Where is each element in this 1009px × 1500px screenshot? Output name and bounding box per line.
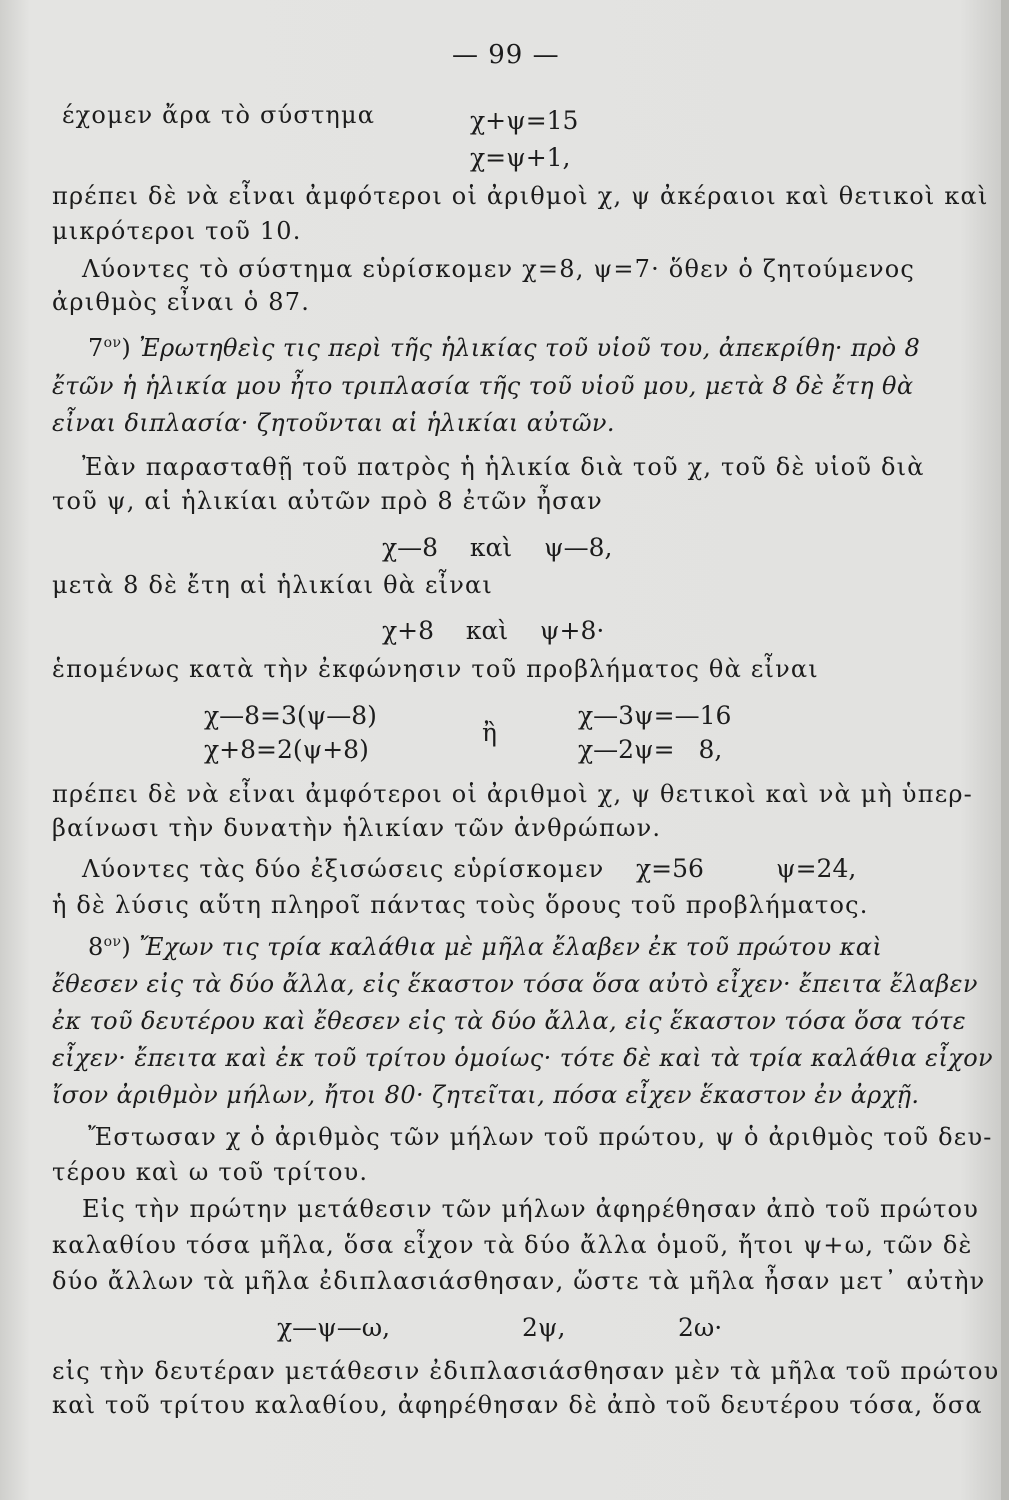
- apples-second: 2ψ,: [522, 1313, 566, 1342]
- apples-first: χ—ψ—ω,: [277, 1313, 391, 1342]
- text-line: μετὰ 8 δὲ ἔτη αἱ ἡλικίαι θὰ εἶναι: [52, 571, 494, 599]
- problem-8-heading: [88, 932, 882, 962]
- text-line-italic: ἴσον ἀριθμὸν μήλων, ἤτοι 80· ζητεῖται, πόσα εἶχεν ἕκαστον ἐν ἀρχῇ.: [52, 1081, 920, 1109]
- equation-left-2: χ+8=2(ψ+8): [204, 735, 369, 764]
- text-line: καλαθίου τόσα μῆλα, ὅσα εἶχον τὰ δύο ἄλλα ὁμοῦ, ἤτοι ψ+ω, τῶν δὲ: [52, 1231, 973, 1259]
- equation-right-1: χ—3ψ=—16: [578, 701, 732, 730]
- expr: χ+8: [382, 616, 435, 645]
- problem-7-heading: [88, 333, 920, 363]
- equation-system-line-1: χ+ψ=15: [470, 106, 579, 135]
- text-line: Εἰς τὴν πρώτην μετάθεσιν τῶν μήλων ἀφηρέθησαν ἀπὸ τοῦ πρώτου: [82, 1195, 979, 1223]
- ordinal-suffix: ον: [103, 335, 122, 351]
- problem-number: 7: [88, 334, 104, 362]
- equation-or: ἢ: [482, 718, 497, 747]
- problem-text: Ἔχων τις τρία καλάθια μὲ μῆλα ἔλαβεν ἐκ τοῦ πρώτου καὶ: [139, 933, 883, 961]
- page-edge-shadow: [1001, 0, 1009, 1500]
- text-line: δύο ἄλλων τὰ μῆλα ἐδιπλασιάσθησαν, ὥστε τὰ μῆλα ἦσαν μετ᾽ αὐτὴν: [52, 1267, 986, 1295]
- expr: χ—8: [382, 533, 439, 562]
- solution-x: χ=56: [636, 854, 704, 883]
- expr: ψ—8,: [543, 533, 613, 562]
- text-line-italic: ἐκ τοῦ δευτέρου καὶ ἔθεσεν εἰς τὰ δύο ἄλλα, εἰς ἕκαστον τόσα ὅσα τότε: [52, 1007, 967, 1035]
- text-line: έχομεν ἄρα τὸ σύστημα: [62, 101, 376, 129]
- text-line: ἡ δὲ λύσις αὕτη πληροῖ πάντας τοὺς ὅρους τοῦ προβλήματος.: [52, 891, 869, 919]
- text-line: βαίνωσι τὴν δυνατὴν ἡλικίαν τῶν ἀνθρώπων.: [52, 814, 662, 842]
- text-line: Λύοντες τὸ σύστημα εὑρίσκομεν χ=8, ψ=7· ὅθεν ὁ ζητούμενος: [82, 255, 916, 283]
- page-number: — 99 —: [452, 40, 560, 70]
- text-line: Ἐὰν παρασταθῇ τοῦ πατρὸς ἡ ἡλικία διὰ τοῦ χ, τοῦ δὲ υἱοῦ διὰ: [82, 453, 925, 481]
- bracket: ): [121, 334, 132, 362]
- text-line: τοῦ ψ, αἱ ἡλικίαι αὐτῶν πρὸ 8 ἐτῶν ἦσαν: [52, 487, 603, 515]
- equation-ages-after: [382, 616, 604, 646]
- text-line: μικρότεροι τοῦ 10.: [52, 217, 302, 245]
- equation-right-2: χ—2ψ= 8,: [578, 735, 723, 764]
- text-line: εἰς τὴν δευτέραν μετάθεσιν ἐδιπλασιάσθησαν μὲν τὰ μῆλα τοῦ πρώτου: [52, 1357, 1000, 1385]
- text-line: πρέπει δὲ νὰ εἶναι ἀμφότεροι οἱ ἀριθμοὶ χ, ψ ἀκέραιοι καὶ θετικοὶ καὶ: [52, 182, 989, 210]
- problem-text: Ἐρωτηθεὶς τις περὶ τῆς ἡλικίας τοῦ υἱοῦ του, ἀπεκρίθη· πρὸ 8: [139, 334, 921, 362]
- solution-y: ψ=24,: [776, 854, 857, 883]
- expr: ψ+8·: [539, 616, 605, 645]
- text-line-italic: εἶχεν· ἔπειτα καὶ ἐκ τοῦ τρίτου ὁμοίως· τότε δὲ καὶ τὰ τρία καλάθια εἶχον: [52, 1044, 994, 1072]
- equation-system-line-2: χ=ψ+1,: [470, 143, 571, 172]
- text-line: ἑπομένως κατὰ τὴν ἐκφώνησιν τοῦ προβλήματος θὰ εἶναι: [52, 655, 819, 683]
- apples-third: 2ω·: [678, 1313, 723, 1342]
- text-line: τέρου καὶ ω τοῦ τρίτου.: [52, 1158, 369, 1186]
- expr-kai: καὶ: [465, 616, 509, 645]
- text-line: Λύοντες τὰς δύο ἐξισώσεις εὑρίσκομεν: [82, 855, 605, 883]
- text-line-italic: ἔτῶν ἡ ἡλικία μου ἦτο τριπλασία τῆς τοῦ υἱοῦ μου, μετὰ 8 δὲ ἔτη θὰ: [52, 372, 914, 400]
- equation-ages-before: [382, 533, 612, 563]
- text-line-italic: ἔθεσεν εἰς τὰ δύο ἄλλα, εἰς ἕκαστον τόσα ὅσα αὐτὸ εἶχεν· ἔπειτα ἔλαβεν: [52, 970, 978, 998]
- text-line: καὶ τοῦ τρίτου καλαθίου, ἀφηρέθησαν δὲ ἀπὸ τοῦ δευτέρου τόσα, ὅσα: [52, 1391, 983, 1419]
- text-line: πρέπει δὲ νὰ εἶναι ἀμφότεροι οἱ ἀριθμοὶ χ, ψ θετικοὶ καὶ νὰ μὴ ὑπερ-: [52, 780, 973, 808]
- expr-kai: καὶ: [469, 533, 513, 562]
- equation-left-1: χ—8=3(ψ—8): [204, 701, 377, 730]
- bracket: ): [121, 933, 132, 961]
- text-line: Ἔστωσαν χ ὁ ἀριθμὸς τῶν μήλων τοῦ πρώτου, ψ ὁ ἀριθμὸς τοῦ δευ-: [88, 1123, 993, 1151]
- text-line: ἀριθμὸς εἶναι ὁ 87.: [52, 288, 311, 316]
- ordinal-suffix: ον: [103, 934, 122, 950]
- text-line-italic: εἶναι διπλασία· ζητοῦνται αἱ ἡλικίαι αὐτῶν.: [52, 409, 615, 437]
- problem-number: 8: [88, 933, 104, 961]
